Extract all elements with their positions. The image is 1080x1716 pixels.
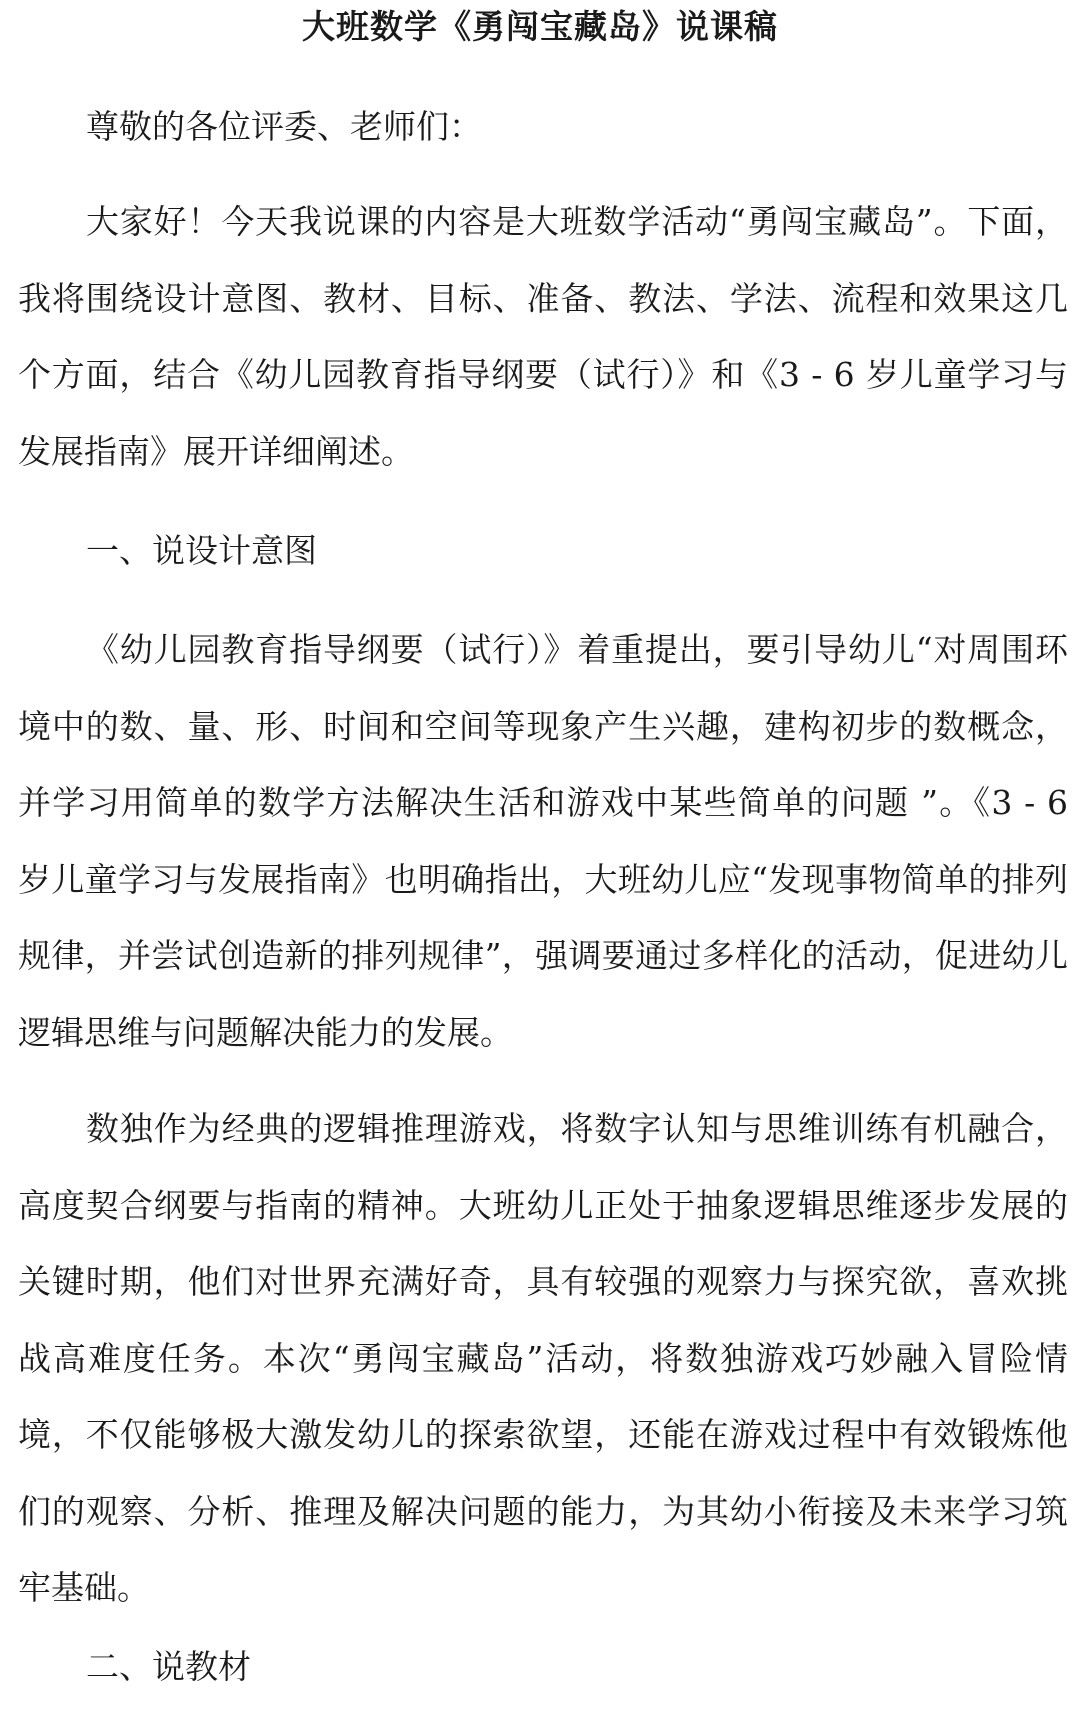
section-heading-design-intent: 一、说设计意图 [86, 531, 317, 570]
section-heading-materials: 二、说教材 [86, 1647, 251, 1686]
design-intent-paragraph-2: 数独作为经典的逻辑推理游戏，将数字认知与思维训练有机融合，高度契合纲要与指南的精神。大班幼儿正处于抽象逻辑思维逐步发展的关键时期，他们对世界充满好奇，具有较强的观察力与探究欲，喜欢挑战高难度任务。本次“勇闯宝藏岛”活动，将数独游戏巧妙融入冒险情境，不仅能够极大激发幼儿的探索欲望，还能在游戏过程中有效锻炼他们的观察、分析、推理及解决问题的能力，为其幼小衔接及未来学习筑牢基础。 [18, 1109, 1068, 1607]
document-title: 大班数学《勇闯宝藏岛》说课稿 [302, 7, 778, 46]
greeting-line: 尊敬的各位评委、老师们： [86, 107, 482, 146]
design-intent-paragraph-1: 《幼儿园教育指导纲要（试行）》着重提出，要引导幼儿“对周围环境中的数、量、形、时间和空间等现象产生兴趣，建构初步的数概念，并学习用简单的数学方法解决生活和游戏中某些简单的问题 ”。《3 - 6 岁儿童学习与发展指南》也明确指出，大班幼儿应“发现事物简单的排列规律，并尝试创造新的排列规律”，强调要通过多样化的活动，促进幼儿逻辑思维与问题解决能力的发展。 [18, 630, 1068, 1052]
intro-paragraph: 大家好！今天我说课的内容是大班数学活动“勇闯宝藏岛”。下面，我将围绕设计意图、教材、目标、准备、教法、学法、流程和效果这几个方面，结合《幼儿园教育指导纲要（试行）》和《3 - 6 岁儿童学习与发展指南》展开详细阐述。 [18, 202, 1068, 471]
